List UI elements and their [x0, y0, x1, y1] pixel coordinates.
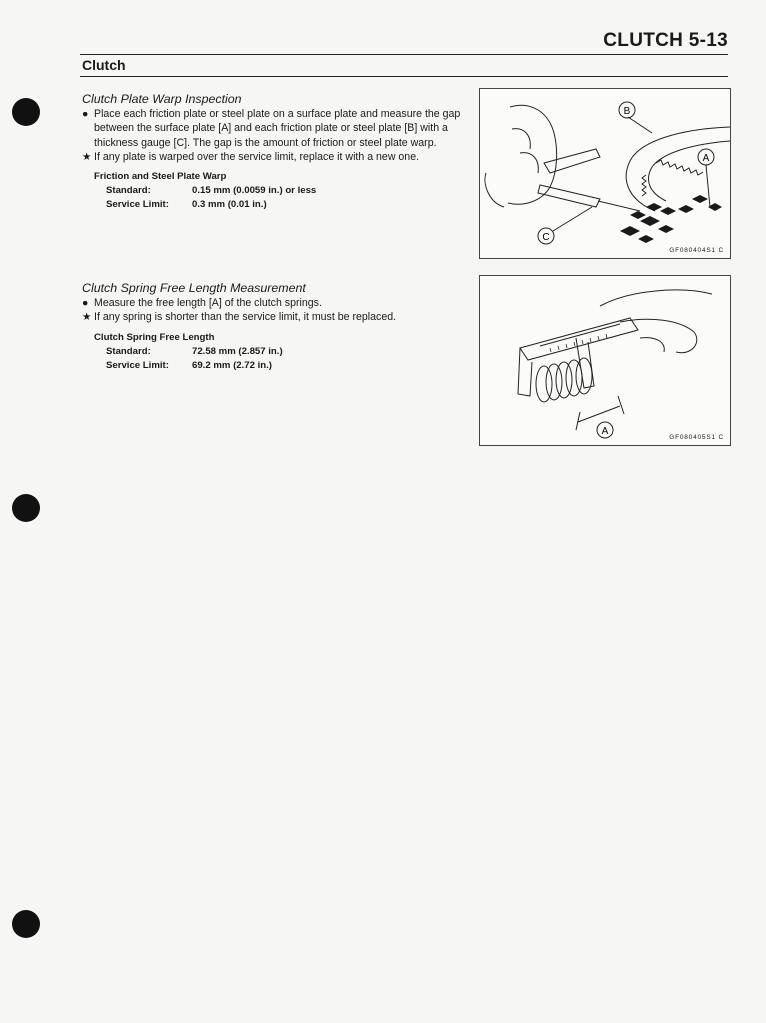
spring-spec	[94, 331, 467, 373]
spec-value: 69.2 mm (2.72 in.)	[192, 359, 272, 371]
spec-label: Service Limit:	[106, 359, 169, 371]
binder-hole-top	[12, 98, 40, 126]
spec-label: Service Limit:	[106, 199, 169, 211]
warp-bullet-text: Place each friction plate or steel plate on a surface plate and measure the gap between the surface plate [A] and each friction plate or steel plate [B] with a thickness gauge [C]. The gap is the amount of friction or steel plate warp.	[94, 108, 461, 149]
warp-star-text: If any plate is warped over the service limit, replace it with a new one.	[94, 150, 420, 163]
bullet-icon: ●	[82, 297, 89, 310]
page-title: CLUTCH 5-13	[603, 30, 728, 51]
header-rule-top	[80, 54, 728, 55]
warp-inspection-block	[82, 92, 467, 212]
spring-spec-standard	[106, 345, 467, 359]
figure1-label-a: A	[702, 153, 710, 164]
spec-value: 0.3 mm (0.01 in.)	[192, 199, 267, 211]
warp-spec-title: Friction and Steel Plate Warp	[94, 171, 227, 183]
spring-spec-title: Clutch Spring Free Length	[94, 331, 215, 343]
figure1-code: GF080404S1 C	[669, 247, 724, 254]
figure2-code: GF080405S1 C	[669, 434, 724, 441]
header-rule-bottom	[80, 76, 728, 77]
spec-value: 72.58 mm (2.857 in.)	[192, 345, 283, 357]
spring-bullet-text: Measure the free length [A] of the clutch springs.	[94, 297, 322, 310]
plate-warp-illustration	[480, 89, 730, 258]
spec-value: 0.15 mm (0.0059 in.) or less	[192, 185, 317, 197]
section-title: Clutch	[82, 57, 126, 73]
warp-bullet	[82, 107, 467, 150]
figure-plate-warp	[479, 88, 731, 259]
binder-hole-bottom	[12, 910, 40, 938]
figure1-label-c: C	[542, 232, 550, 243]
spec-label: Standard:	[106, 185, 151, 197]
bullet-icon: ●	[82, 108, 89, 121]
binder-hole-middle	[12, 494, 40, 522]
figure-spring-length	[479, 275, 731, 446]
warp-spec	[94, 170, 467, 212]
figure1-label-b: B	[623, 106, 631, 117]
star-icon: ★	[82, 311, 92, 324]
figure2-label-a: A	[601, 426, 609, 437]
spring-spec-limit	[106, 359, 467, 373]
spec-label: Standard:	[106, 345, 151, 357]
warp-spec-standard	[106, 184, 467, 198]
spring-star	[82, 310, 467, 324]
spring-length-block	[82, 281, 467, 373]
star-icon: ★	[82, 150, 92, 163]
warp-spec-limit	[106, 198, 467, 212]
spring-bullet	[82, 296, 467, 310]
warp-heading: Clutch Plate Warp Inspection	[82, 92, 242, 106]
spring-star-text: If any spring is shorter than the service limit, it must be replaced.	[94, 311, 397, 324]
spring-caliper-illustration	[480, 276, 730, 445]
spring-heading: Clutch Spring Free Length Measurement	[82, 281, 306, 295]
warp-star	[82, 150, 467, 164]
